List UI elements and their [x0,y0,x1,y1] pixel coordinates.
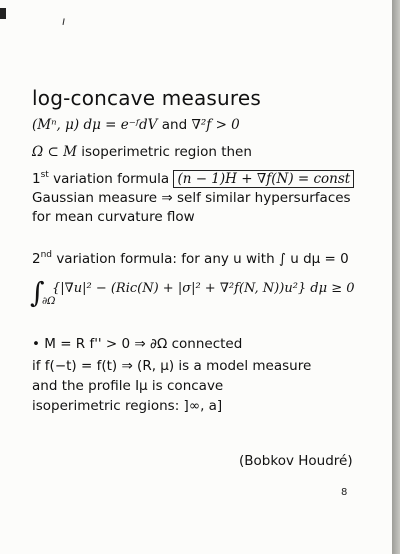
profile-line: and the profile Iμ is concave [32,378,224,394]
page-edge-shadow [392,0,400,554]
page-number: 8 [341,487,348,498]
measure-math: (Mⁿ, μ) dμ = e⁻ᶠdV [32,117,158,133]
isoperimetric-regions-line: isoperimetric regions: ]∞, a] [32,398,223,414]
first-variation-line [32,171,354,187]
gaussian-line: Gaussian measure ⇒ self similar hypersurfaces [32,190,351,206]
margin-mark: ı [60,13,67,29]
and-text: and [161,117,188,133]
measure-definition-line [32,117,240,133]
second-variation-text: variation formula: for any u with ∫ u dμ = 0 [56,251,349,267]
integral-sign: ∫ [30,276,45,309]
region-line [32,144,252,160]
second-prefix: 2 [32,251,41,267]
first-prefix: 1 [32,171,41,187]
integral-formula: {|∇u|² − (Ric(N) + |σ|² + ∇²f(N, N))u²} dμ ≥ 0 [52,281,355,296]
first-variation-formula: (n − 1)H + ∇f(N) = const [173,170,354,188]
bullet-line: • M = R f'' > 0 ⇒ ∂Ω connected [32,336,243,352]
second-superscript: nd [40,250,53,260]
slide-title: log-concave measures [32,86,262,110]
model-measure-line: if f(−t) = f(t) ⇒ (R, μ) is a model measure [32,358,312,374]
second-variation-line [32,251,349,267]
first-variation-text: variation formula [53,171,170,187]
citation: (Bobkov Houdré) [239,453,353,469]
region-text: isoperimetric region then [81,144,252,160]
concavity-math: ∇²f > 0 [191,117,240,133]
integral-domain: ∂Ω [42,296,56,307]
corner-mark [0,8,6,19]
first-superscript: st [40,170,49,180]
region-math: Ω ⊂ M [32,144,77,160]
curvature-flow-line: for mean curvature flow [32,209,195,225]
